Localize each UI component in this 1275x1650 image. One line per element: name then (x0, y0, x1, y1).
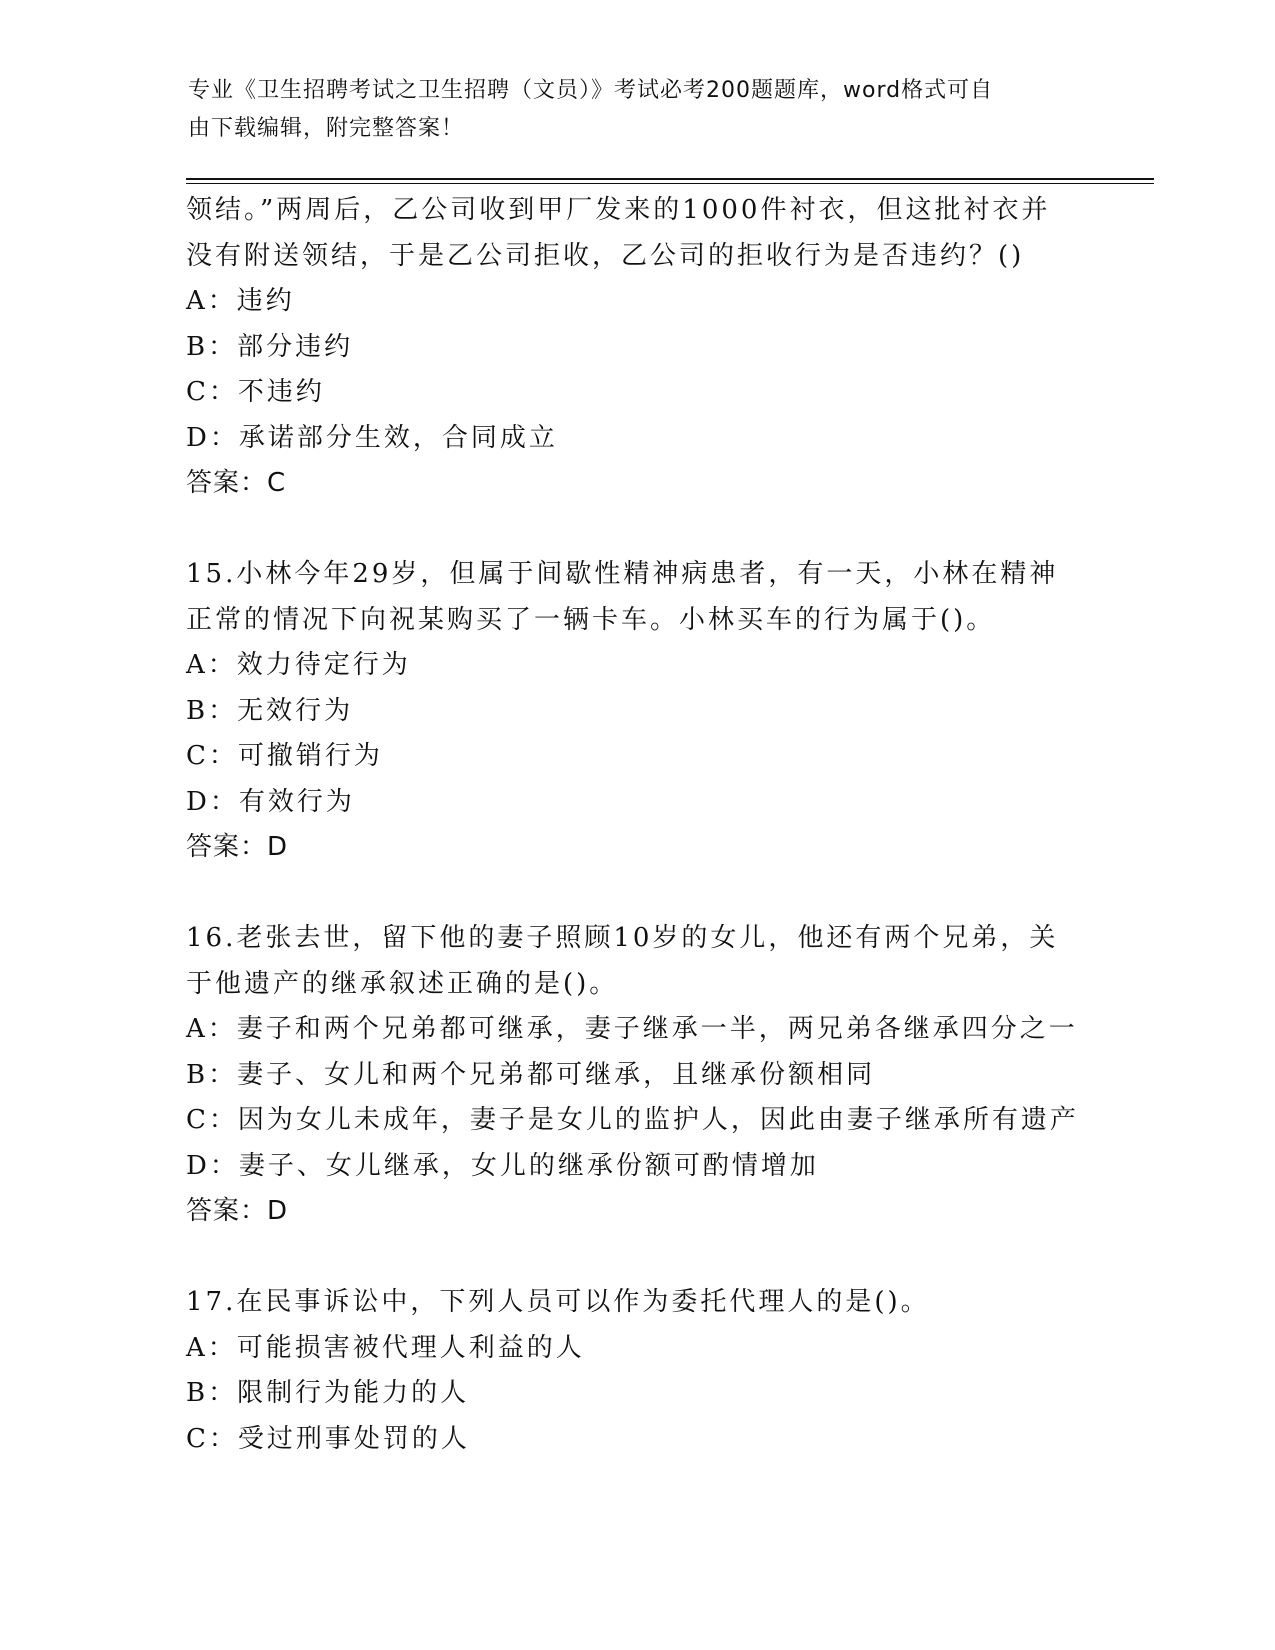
answer-line: 答案：C (186, 468, 287, 498)
question-stem-line: 16.老张去世，留下他的妻子照顾10岁的女儿，他还有两个兄弟，关 (186, 923, 1059, 953)
question-stem-line: 领结。”两周后，乙公司收到甲厂发来的1000件衬衣，但这批衬衣并 (186, 195, 1051, 225)
option-a: A：妻子和两个兄弟都可继承，妻子继承一半，两兄弟各继承四分之一 (186, 1014, 1078, 1044)
answer-line: 答案：D (186, 832, 289, 862)
option-b: B：无效行为 (186, 695, 354, 726)
header-line-1: 专业《卫生招聘考试之卫生招聘（文员）》考试必考200题题库，word格式可自 (188, 78, 994, 103)
question-list (186, 188, 1086, 1462)
option-d: D：承诺部分生效，合同成立 (186, 422, 558, 453)
question-stem-line: 17.在民事诉讼中，下列人员可以作为委托代理人的是()。 (186, 1287, 930, 1317)
question-block (186, 188, 1086, 507)
question-stem-line: 正常的情况下向祝某购买了一辆卡车。小林买车的行为属于()。 (186, 604, 996, 635)
option-d: D：有效行为 (186, 786, 355, 817)
question-stem-line: 15.小林今年29岁，但属于间歇性精神病患者，有一天，小林在精神 (186, 559, 1059, 589)
question-spacer (186, 507, 1086, 553)
option-d: D：妻子、女儿继承，女儿的继承份额可酌情增加 (186, 1150, 819, 1181)
option-a: A：可能损害被代理人利益的人 (186, 1332, 585, 1363)
question-stem-line: 没有附送领结，于是乙公司拒收，乙公司的拒收行为是否违约？() (186, 240, 1025, 271)
option-c: C：可撤销行为 (186, 741, 383, 771)
answer-line: 答案：D (186, 1196, 289, 1226)
option-c: C：受过刑事处罚的人 (186, 1423, 470, 1454)
question-block (186, 916, 1086, 1235)
option-a: A：违约 (186, 286, 295, 316)
option-b: B：限制行为能力的人 (186, 1378, 470, 1408)
header-divider-thick (186, 178, 1154, 180)
header-divider-thin (186, 183, 1154, 184)
option-b: B：妻子、女儿和两个兄弟都可继承，且继承份额相同 (186, 1059, 876, 1090)
document-header (188, 72, 1068, 148)
option-a: A：效力待定行为 (186, 650, 411, 680)
question-spacer (186, 1235, 1086, 1281)
option-c: C：因为女儿未成年，妻子是女儿的监护人，因此由妻子继承所有遗产 (186, 1105, 1079, 1135)
question-spacer (186, 871, 1086, 917)
header-line-2: 由下载编辑，附完整答案！ (188, 116, 465, 141)
question-block (186, 1280, 1086, 1462)
option-b: B：部分违约 (186, 331, 354, 362)
question-block (186, 552, 1086, 871)
question-stem-line: 于他遗产的继承叙述正确的是()。 (186, 968, 619, 999)
option-c: C：不违约 (186, 377, 325, 407)
